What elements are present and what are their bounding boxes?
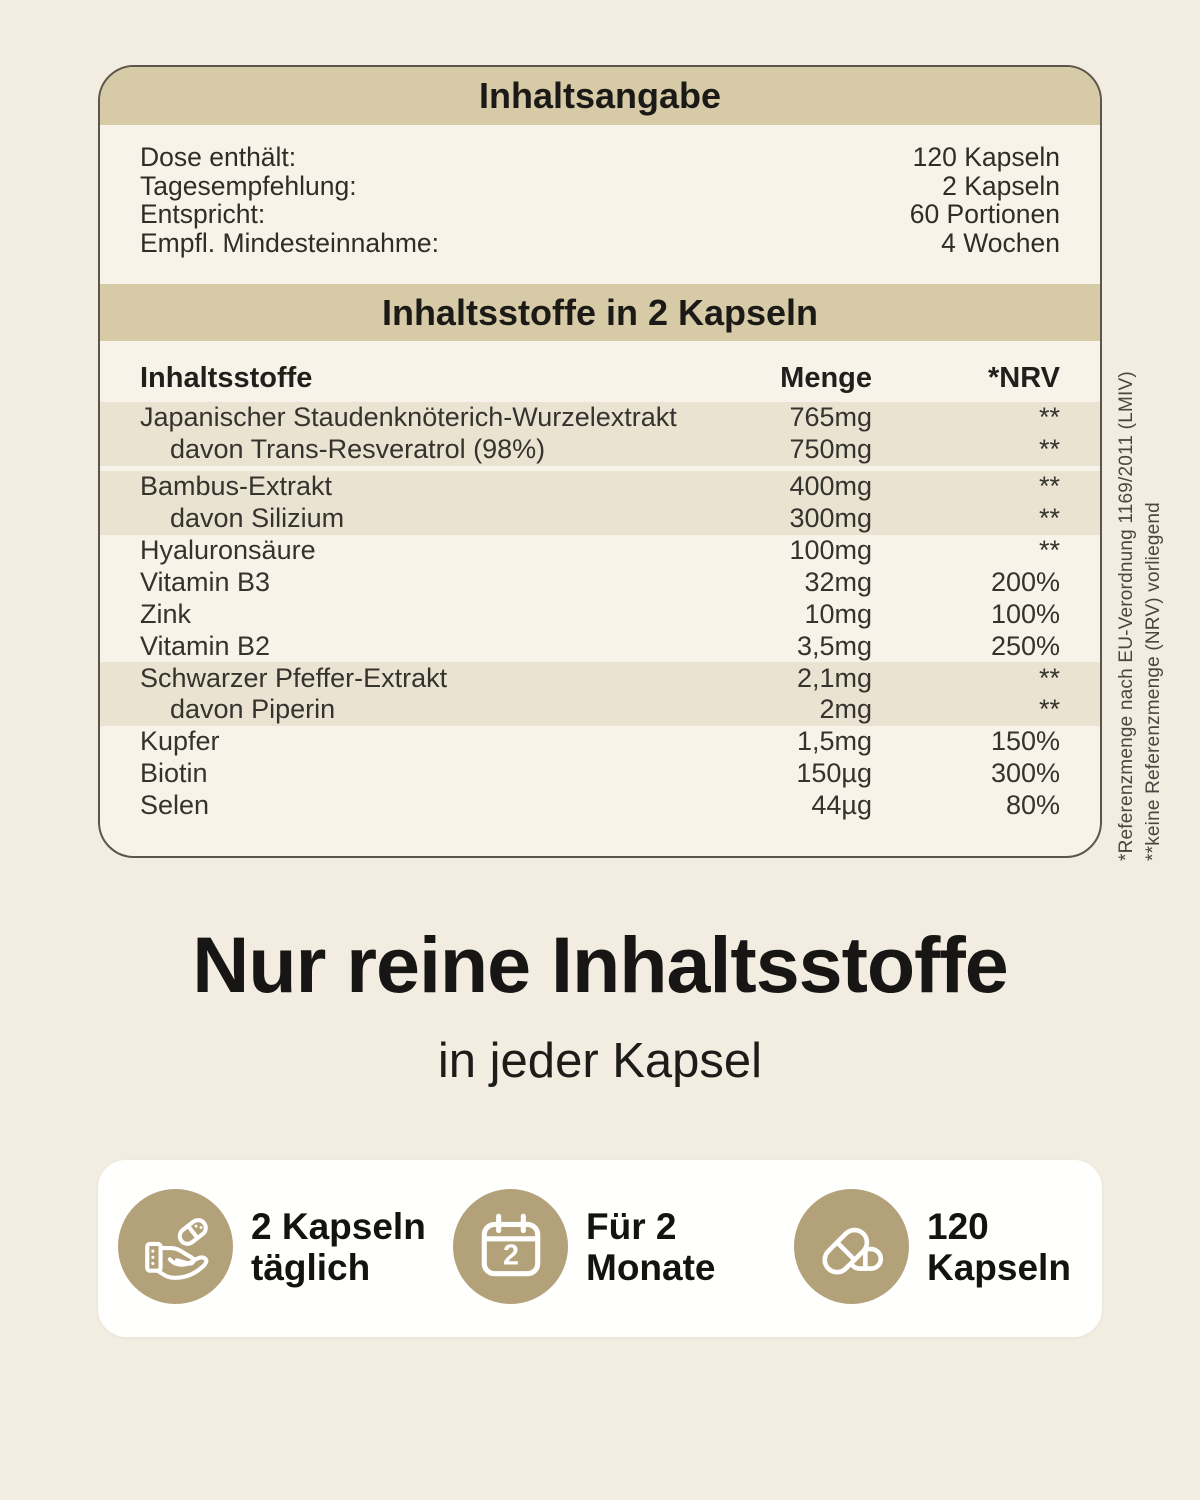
ingredient-amount: 1,5mg	[796, 726, 872, 757]
ingredient-name: davon Trans-Resveratrol (98%)	[170, 434, 546, 465]
ingredient-name: davon Piperin	[170, 694, 336, 725]
ingredient-name: Biotin	[140, 758, 208, 789]
feature-duration	[453, 1189, 716, 1304]
ingredient-amount: 10mg	[804, 598, 872, 629]
table-row	[100, 662, 1100, 694]
ingredient-amount: 32mg	[804, 566, 872, 597]
table-row	[100, 434, 1100, 471]
info-row	[140, 172, 1060, 201]
ingredient-nrv: **	[1038, 503, 1060, 534]
table-row	[100, 503, 1100, 535]
ingredient-amount: 2mg	[819, 694, 872, 725]
footnote-no-nrv: **keine Referenzmenge (NRV) vorliegend	[1142, 502, 1164, 861]
headline-block	[0, 919, 1200, 1089]
hand-capsule-icon	[118, 1189, 233, 1304]
feature-label: 120 Kapseln	[927, 1205, 1071, 1288]
ingredient-amount: 3,5mg	[796, 630, 872, 661]
table-title: Inhaltsstoffe in 2 Kapseln	[100, 284, 1100, 341]
ingredient-amount: 300mg	[789, 503, 872, 534]
ingredient-nrv: 200%	[990, 566, 1060, 597]
ingredient-amount: 765mg	[789, 402, 872, 433]
info-label: Tagesempfehlung:	[140, 170, 357, 201]
ingredient-name: Zink	[140, 598, 192, 629]
table-row	[100, 758, 1100, 790]
dose-info-section	[100, 125, 1100, 284]
ingredient-amount: 100mg	[789, 535, 872, 565]
feature-label: Für 2 Monate	[586, 1205, 716, 1288]
ingredient-nrv: 80%	[1005, 790, 1060, 821]
info-row	[140, 200, 1060, 229]
ingredient-nrv: 250%	[990, 630, 1060, 661]
ingredient-nrv: 150%	[990, 726, 1060, 757]
ingredient-amount: 2,1mg	[796, 662, 872, 693]
info-label: Dose enthält:	[140, 142, 297, 172]
card-title: Inhaltsangabe	[100, 67, 1100, 125]
ingredient-nrv: **	[1038, 694, 1060, 725]
ingredient-name: Bambus-Extrakt	[140, 471, 333, 502]
ingredient-name: Vitamin B3	[140, 566, 271, 597]
table-row	[100, 726, 1100, 758]
supplement-facts-card	[98, 65, 1102, 858]
ingredient-name: Vitamin B2	[140, 630, 271, 661]
nrv-footnotes	[1114, 356, 1167, 861]
ingredient-nrv: **	[1038, 535, 1060, 565]
ingredients-table	[100, 402, 1100, 822]
headline-title: Nur reine Inhaltsstoffe	[192, 920, 1008, 1009]
table-row	[100, 790, 1100, 822]
ingredient-amount: 44µg	[811, 790, 872, 821]
ingredient-name: Kupfer	[140, 726, 220, 757]
table-header-row	[100, 354, 1100, 402]
header-nrv: *NRV	[988, 361, 1060, 394]
feature-card	[98, 1160, 1102, 1337]
info-value: 60 Portionen	[909, 199, 1060, 230]
ingredient-name: Hyaluronsäure	[140, 535, 316, 565]
ingredient-name: davon Silizium	[170, 503, 345, 534]
table-row	[100, 598, 1100, 630]
ingredient-nrv: **	[1038, 434, 1060, 465]
header-amount: Menge	[780, 361, 872, 394]
ingredient-name: Selen	[140, 790, 210, 821]
ingredient-nrv: 100%	[990, 598, 1060, 629]
svg-text:2: 2	[502, 1238, 519, 1271]
table-row	[100, 471, 1100, 503]
header-ingredients: Inhaltsstoffe	[140, 361, 313, 394]
info-row	[140, 229, 1060, 258]
ingredient-nrv: **	[1038, 402, 1060, 433]
ingredient-amount: 750mg	[789, 434, 872, 465]
headline-subtitle: in jeder Kapsel	[437, 1034, 763, 1088]
table-row	[100, 694, 1100, 726]
info-value: 2 Kapseln	[942, 170, 1060, 201]
info-value: 4 Wochen	[941, 227, 1060, 258]
feature-capsule-count	[794, 1189, 1071, 1304]
ingredient-name: Schwarzer Pfeffer-Extrakt	[140, 662, 448, 693]
table-row	[100, 630, 1100, 662]
table-row	[100, 566, 1100, 598]
capsules-icon	[794, 1189, 909, 1304]
calendar-icon	[453, 1189, 568, 1304]
ingredient-nrv: 300%	[990, 758, 1060, 789]
info-row	[140, 143, 1060, 172]
table-row	[100, 402, 1100, 434]
feature-label: 2 Kapseln täglich	[251, 1205, 426, 1288]
info-label: Entspricht:	[140, 199, 266, 230]
ingredient-name: Japanischer Staudenknöterich-Wurzelextrakt	[140, 402, 677, 433]
ingredient-nrv: **	[1038, 662, 1060, 693]
ingredient-nrv: **	[1038, 471, 1060, 502]
feature-daily-dose	[118, 1189, 426, 1304]
info-label: Empfl. Mindesteinnahme:	[140, 227, 440, 258]
ingredient-amount: 400mg	[789, 471, 872, 502]
footnote-reference: *Referenzmenge nach EU-Verordnung 1169/2011 (LMIV)	[1116, 371, 1137, 861]
ingredient-amount: 150µg	[796, 758, 872, 789]
info-value: 120 Kapseln	[912, 142, 1060, 172]
table-row	[100, 535, 1100, 567]
